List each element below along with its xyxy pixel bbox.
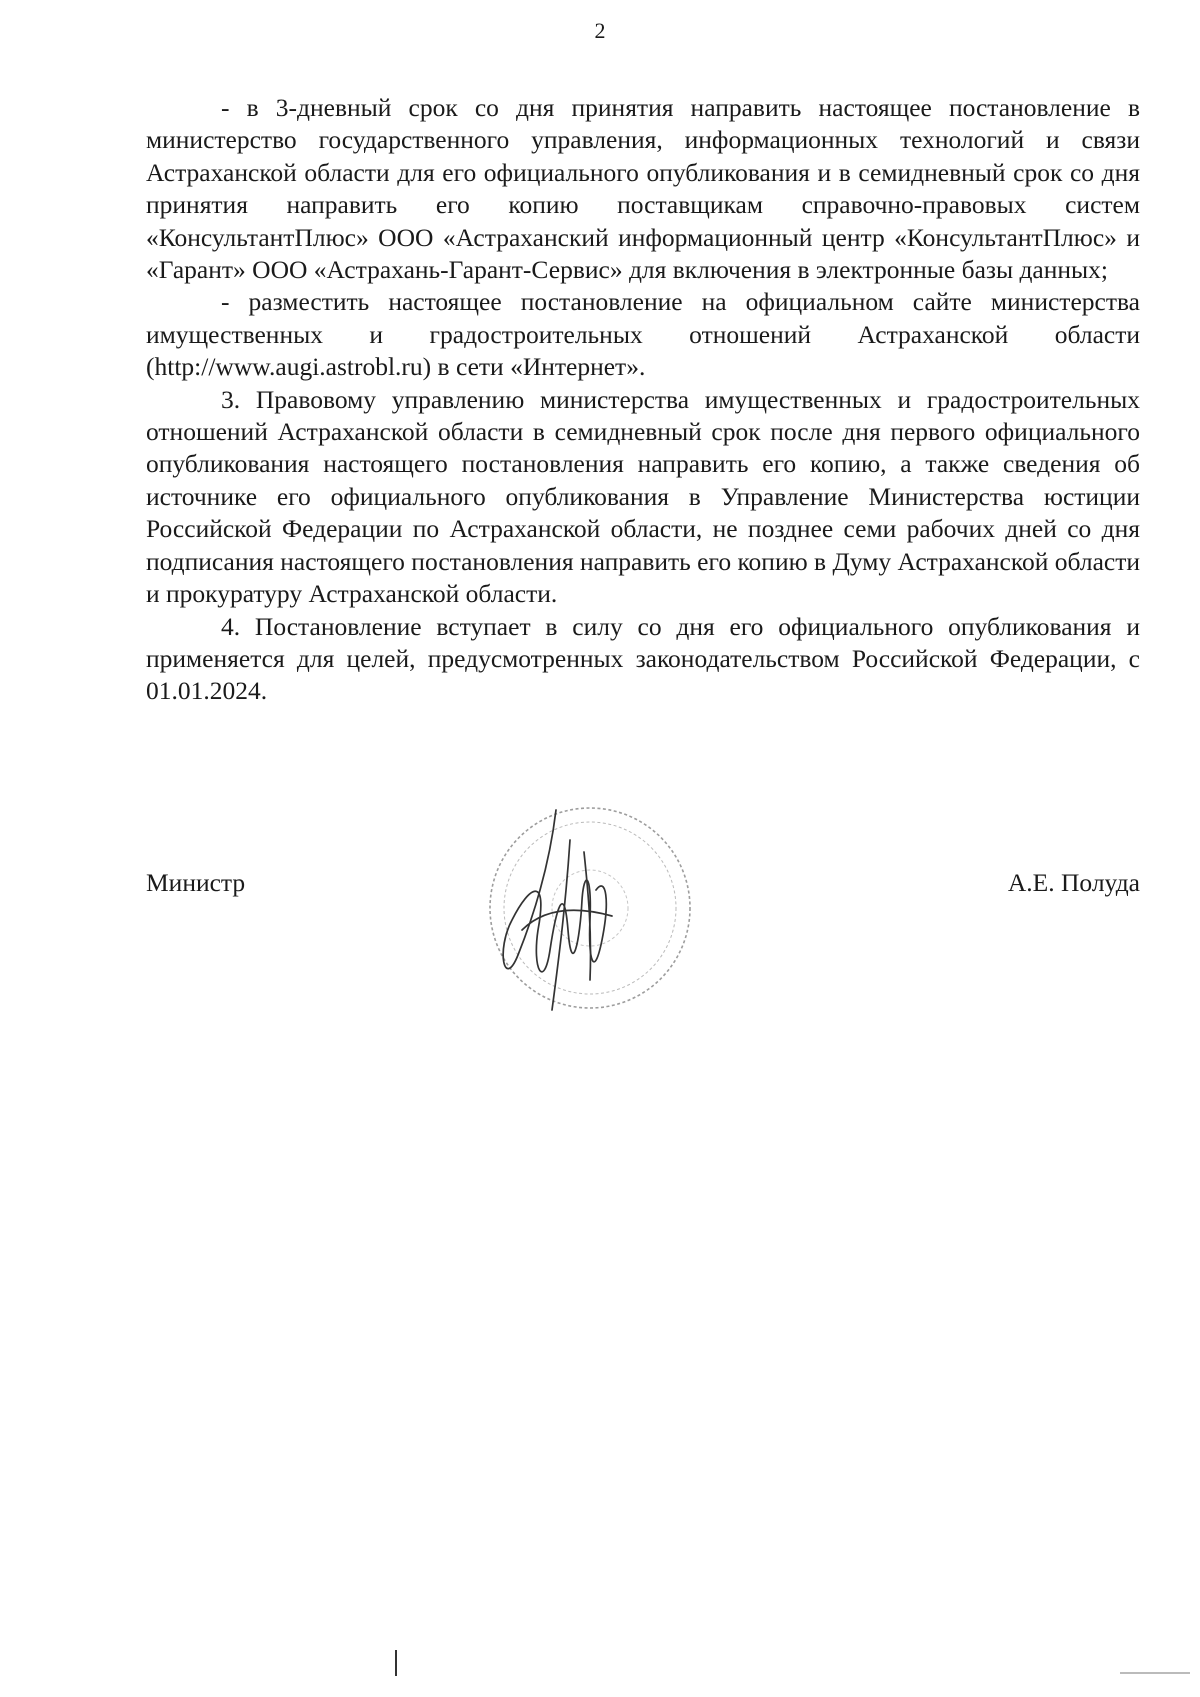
paragraph-effective-date: 4. Постановление вступает в силу со дня его официального опубликования и применяется для целей, предусмотренных законодательством Российской Федерации, с 01.01.2024. — [146, 611, 1140, 706]
signatory-name: А.Е. Полуда — [1007, 868, 1140, 897]
signature-mark — [503, 810, 612, 1010]
scan-edge-mark — [395, 1650, 397, 1676]
official-stamp-with-signature — [452, 780, 712, 1040]
signature-block — [146, 868, 1140, 908]
paragraph-publication: - в 3-дневный срок со дня принятия направить настоящее постановление в министерство государственного управления, информационных технологий и связи Астраханской области для его официального опубликования и в семидневный срок со дня принятия направить его копию поставщикам справочно-правовых систем «КонсультантПлюс» ООО «Астраханский информационный центр «КонсультантПлюс» и «Гарант» ООО «Астрахань-Гарант-Сервис» для включения в электронные базы данных; — [146, 93, 1140, 285]
paragraph-legal-department: 3. Правовому управлению министерства имущественных и градостроительных отношений Астраханской области в семидневный срок после дня первого официального опубликования настоящего постановления направить его копию, а также сведения об источнике его официального опубликования в Управление Министерства юстиции Российской Федерации по Астраханской области, не позднее семи рабочих дней со дня подписания настоящего постановления направить его копию в Думу Астраханской области и прокуратуру Астраханской области. — [146, 384, 1140, 609]
page-number: 2 — [594, 18, 606, 43]
paragraph-website: - разместить настоящее постановление на официальном сайте министерства имущественных и градостроительных отношений Астраханской области (http://www.augi.astrobl.ru) в сети «Интернет». — [146, 287, 1140, 382]
signatory-position: Министр — [146, 868, 246, 897]
scan-corner-mark — [1120, 1672, 1190, 1674]
document-body — [146, 92, 1140, 708]
